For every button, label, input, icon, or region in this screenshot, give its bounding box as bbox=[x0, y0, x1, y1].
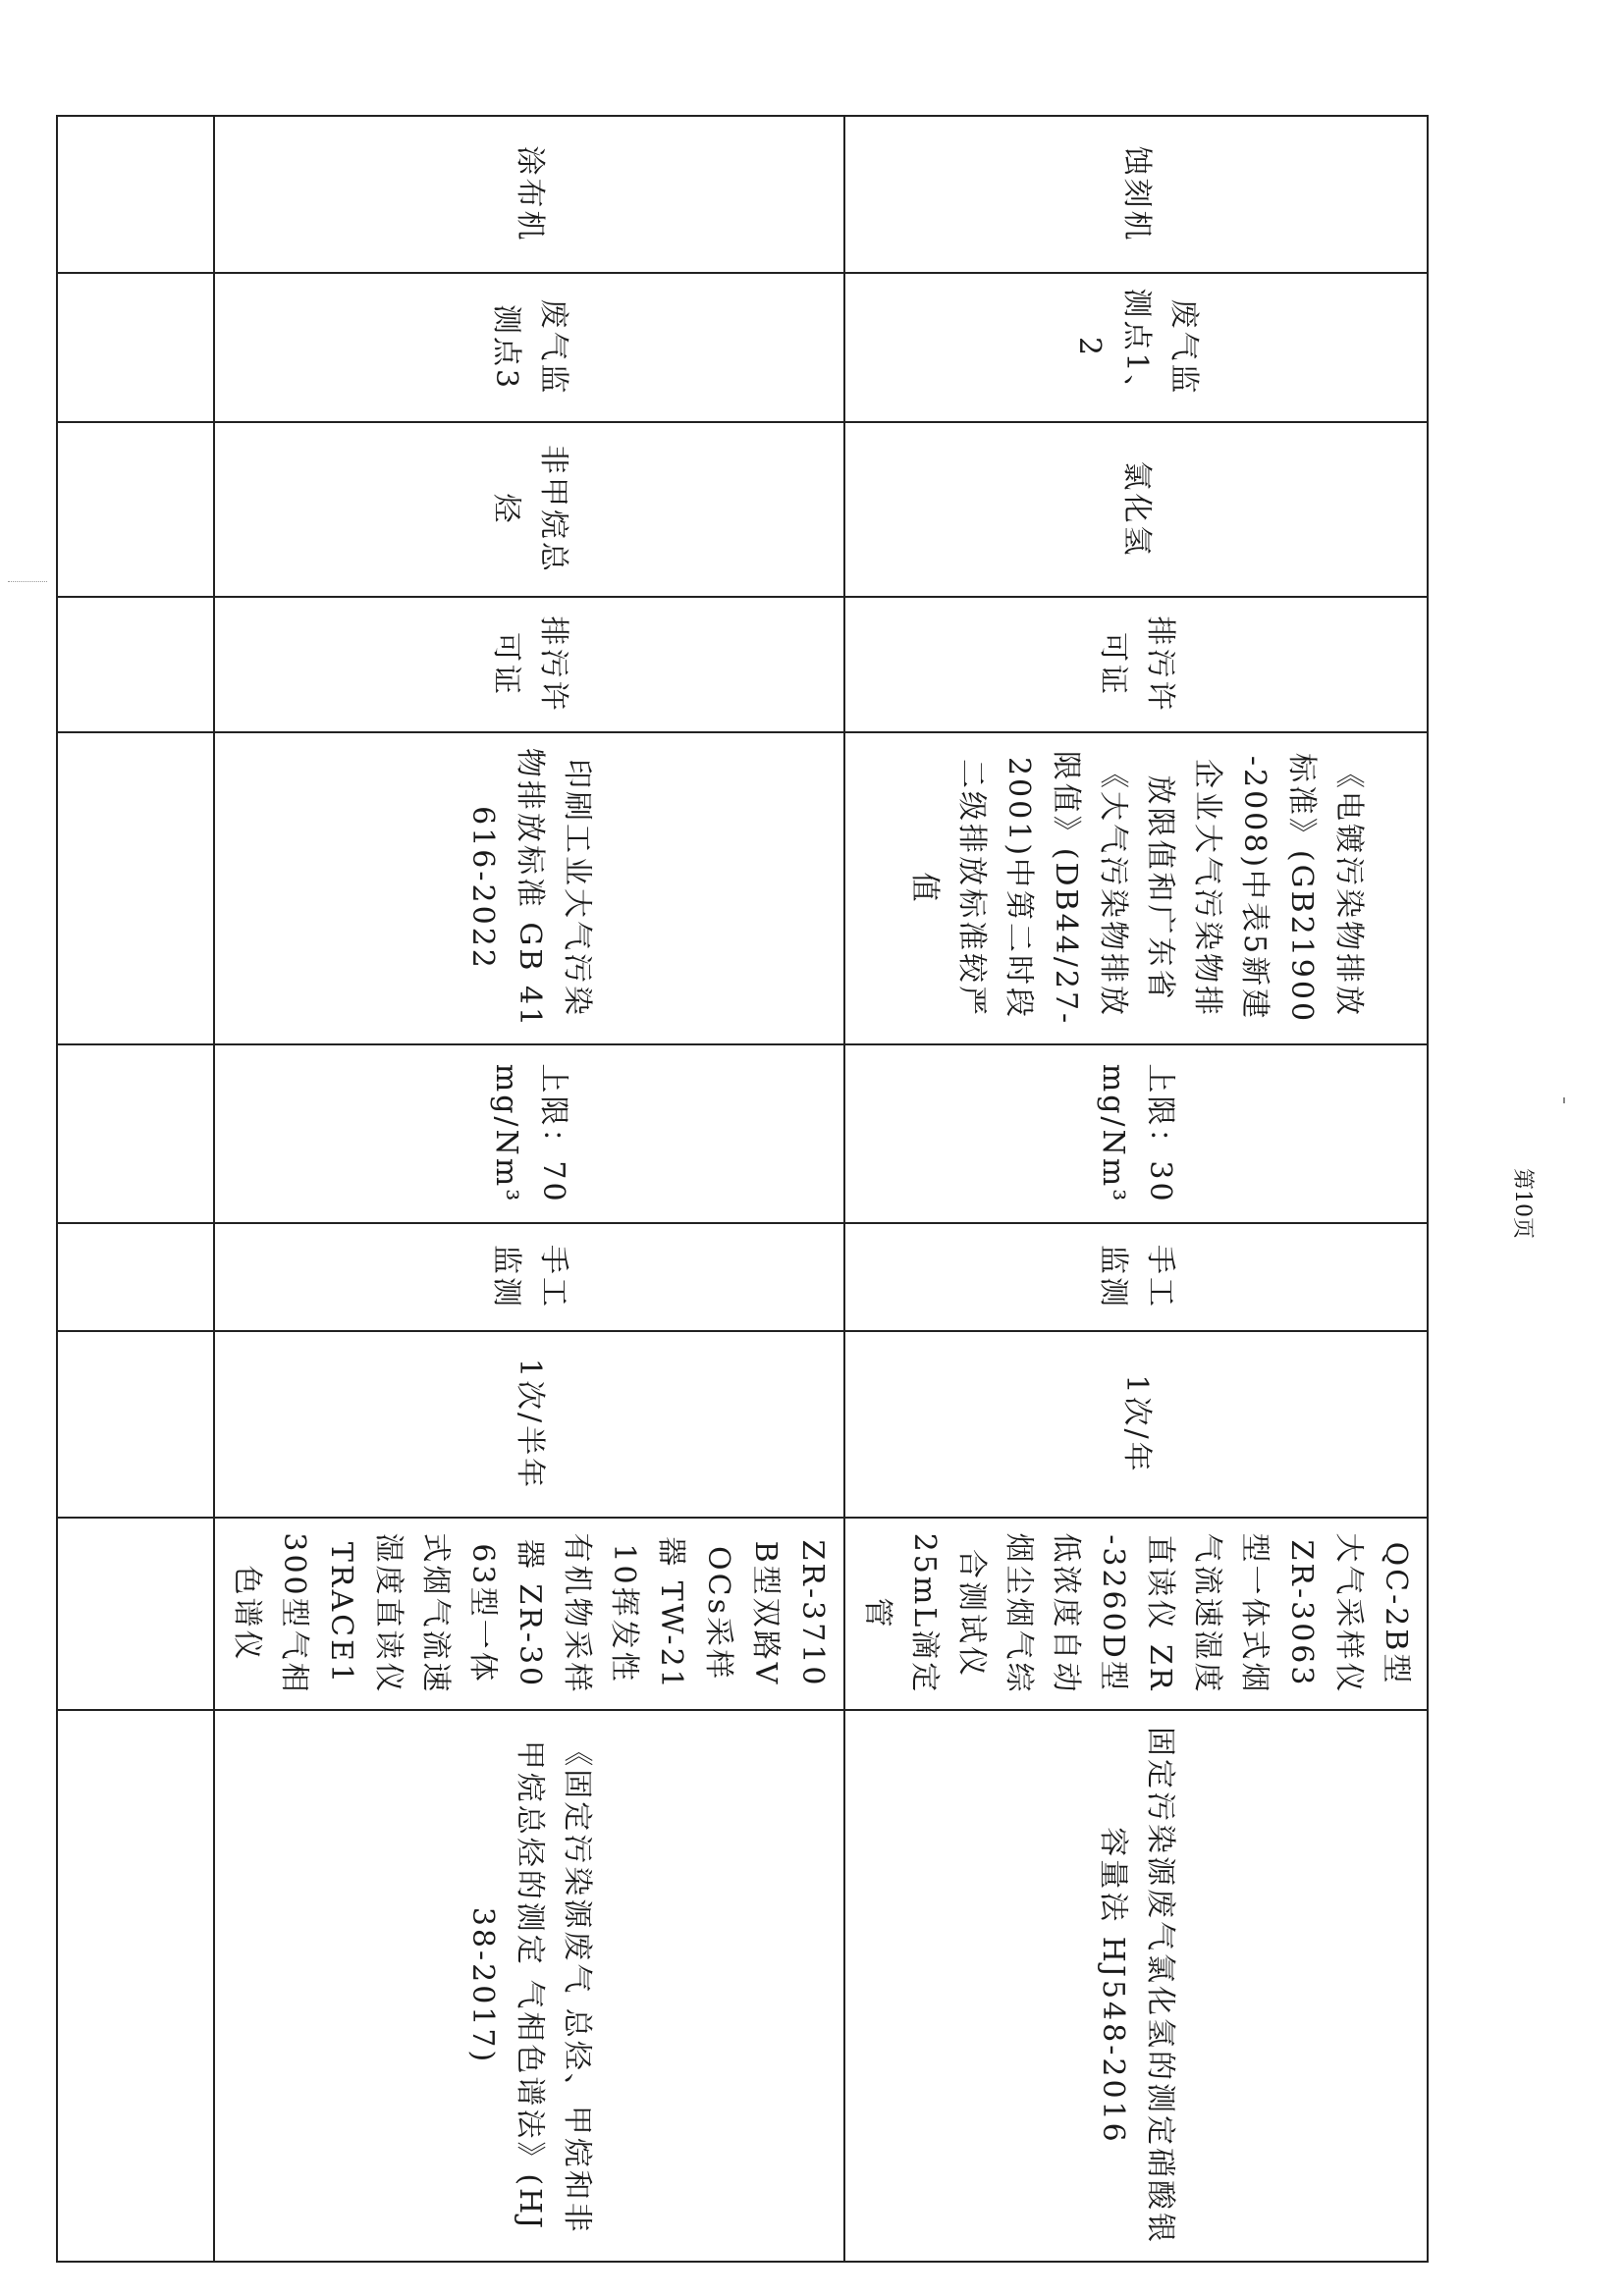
table-row bbox=[214, 116, 844, 2262]
scan-artifact bbox=[8, 581, 47, 582]
empty-cell bbox=[57, 1710, 214, 2262]
empty-cell bbox=[57, 273, 214, 422]
cell-instruments-2: ZR-3710B型双路VOCs采样器 TW-2110挥发性有机物采样器 ZR-3063型一体式烟气流速湿度直读仪 TRACE1300型气相色谱仪 bbox=[214, 1518, 844, 1710]
cell-standard-2: 印刷工业大气污染物排放标准 GB 41616-2022 bbox=[214, 732, 844, 1044]
cell-equipment-1: 蚀刻机 bbox=[844, 116, 1428, 273]
cell-frequency-2: 1次/半年 bbox=[214, 1331, 844, 1518]
cell-analysis-2: 《固定污染源废气 总烃、甲烷和非甲烷总烃的测定 气相色谱法》(HJ 38-2017) bbox=[214, 1710, 844, 2262]
table-wrapper bbox=[195, 115, 1429, 2261]
cell-limit-1: 上限：30mg/Nm³ bbox=[844, 1044, 1428, 1223]
empty-cell bbox=[57, 422, 214, 597]
cell-basis-2: 排污许可证 bbox=[214, 597, 844, 732]
empty-cell bbox=[57, 1518, 214, 1710]
page-number: 第10页 bbox=[1510, 1168, 1535, 1239]
empty-cell bbox=[57, 116, 214, 273]
empty-cell bbox=[57, 1331, 214, 1518]
cell-equipment-2: 涂布机 bbox=[214, 116, 844, 273]
cell-instruments-1: QC-2B型大气采样仪 ZR-3063型一体式烟气流速湿度直读仪 ZR-3260D型低浓度自动烟尘烟气综合测试仪 25mL滴定管 bbox=[844, 1518, 1428, 1710]
cell-method-2: 手工监测 bbox=[214, 1223, 844, 1331]
cell-frequency-1: 1次/年 bbox=[844, 1331, 1428, 1518]
cell-method-1: 手工监测 bbox=[844, 1223, 1428, 1331]
table-row-empty bbox=[57, 116, 214, 2262]
scan-artifact-mark bbox=[1563, 1097, 1565, 1103]
cell-point-2: 废气监测点3 bbox=[214, 273, 844, 422]
empty-cell bbox=[57, 732, 214, 1044]
empty-cell bbox=[57, 597, 214, 732]
cell-pollutant-2: 非甲烷总烃 bbox=[214, 422, 844, 597]
cell-point-1: 废气监测点1、2 bbox=[844, 273, 1428, 422]
cell-pollutant-1: 氯化氢 bbox=[844, 422, 1428, 597]
cell-analysis-1: 固定污染源废气氯化氢的测定硝酸银容量法 HJ548-2016 bbox=[844, 1710, 1428, 2262]
empty-cell bbox=[57, 1223, 214, 1331]
cell-basis-1: 排污许可证 bbox=[844, 597, 1428, 732]
pollutant-monitoring-table bbox=[56, 115, 1429, 2263]
empty-cell bbox=[57, 1044, 214, 1223]
cell-limit-2: 上限：70mg/Nm³ bbox=[214, 1044, 844, 1223]
table-row bbox=[844, 116, 1428, 2262]
cell-standard-1: 《电镀污染物排放标准》(GB21900-2008)中表5新建企业大气污染物排放限值和广东省《大气污染物排放限值》(DB44/27-2001)中第二时段二级排放标准较严值 bbox=[844, 732, 1428, 1044]
